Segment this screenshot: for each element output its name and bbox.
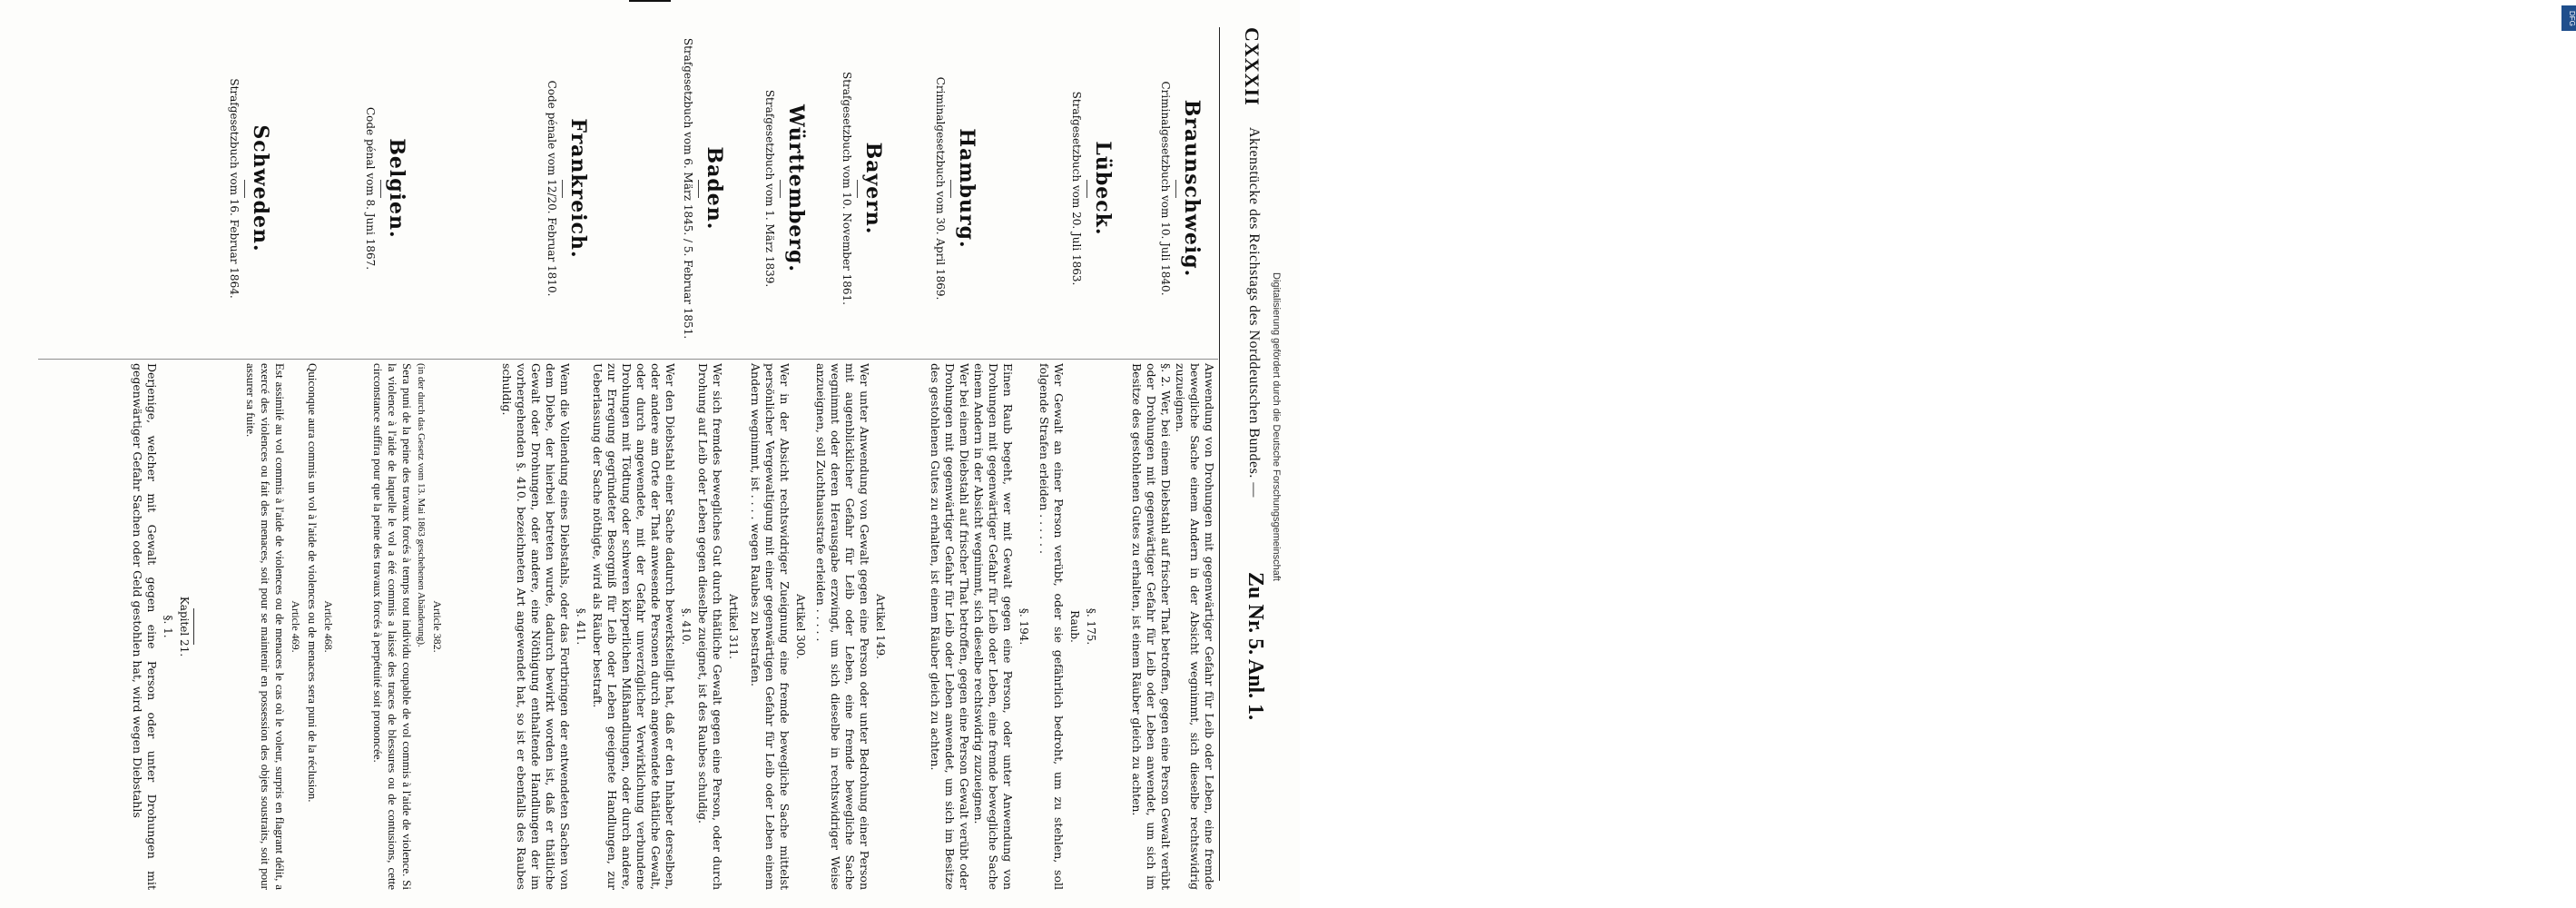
state-entry: Württemberg. Strafgesetzbuch vom 1. März 1839. xyxy=(763,89,808,288)
header-rule xyxy=(1219,27,1220,881)
state-entry: Braunschweig. Criminalgesetzbuch vom 10. Juli 1840. xyxy=(1159,81,1204,296)
text-block-braunschweig: Anwendung von Drohungen mit gegenwärtiger Gefahr für Leib oder Leben, eine fremde bewegliche Sache einem Andern in der Absicht wegnimmt, sich dieselbe rechtswidrig zuzueignen. §. 2. Wer, bei einem Diebstahl auf frischer That betroffen, gegen eine Person Gewalt verübt oder Drohungen mit gegenwärtiger Gefahr für Leib oder Leben anwendet, um sich im Besitze des gestohlenen Gutes zu erhalten, ist einem Räuber gleich zu achten. xyxy=(1130,363,1216,890)
text-block-schweden: Kapitel 21. §. 1. Derjenige, welcher mit Gewalt gegen eine Person oder unter Drohungen mit gegenwärtiger Gefahr Sachen oder Geld gestohlen hat, wird wegen Diebstahls xyxy=(130,363,200,890)
text-block-frankreich: Article 382. (in der durch das Gesetz vom 13. Mai 1863 geschehenen Abänderung). Sera puni de la peine des travaux forcés à temps tout individu coupable de vol commis à l'aide de violence. Si la violence à l'aide de laquelle le vol a été commis a laissé des traces de blessures ou de contusions, cette circonstance suffira pour que la peine des travaux forcés à perpétuité soit prononcée. xyxy=(371,363,444,890)
appendix-reference: Zu Nr. 5. Anl. 1. xyxy=(1244,572,1267,721)
state-entry: Belgien. Code pénal vom 8. Juni 1867. xyxy=(364,106,408,271)
state-entry: Bayern. Strafgesetzbuch vom 10. November 1861. xyxy=(841,71,885,305)
state-entry: Lübeck. Strafgesetzbuch vom 20. Juli 1863. xyxy=(1070,91,1115,286)
text-block-luebeck: §. 175. Raub. Wer Gewalt an einer Person verübt, oder sie gefährlich bedroht, um zu stehlen, soll folgende Strafen erleiden . . . . . . xyxy=(1037,363,1097,890)
statutes-column xyxy=(36,363,1216,890)
text-block-baden: Artikel 311. Wer sich fremdes bewegliches Gut durch thätliche Gewalt gegen eine Person, oder durch Drohung auf Leib oder Leben gegen dieselbe zueignet, ist des Raubes schuldig. §. 410. Wer den Diebstahl einer Sache dadurch bewerkstelligt hat, daß er den Inhaber derselben, oder andere am Orte der That anwesende Personen durch angewendete thätliche Gewalt, oder durch angewendete, mit der Gefahr unverzüglicher Verwirklichung verbundene Drohungen mit Tödtung oder schweren körperlichen Mißhandlungen, oder durch andere, zur Erregung gegründeter Besorgniß für Leib oder Leben geeignete Handlungen, zur Ueberlassung der Sache nöthigte, wird als Räuber bestraft. §. 411. Wenn die Vollendung eines Diebstahls, oder das Fortbringen der entwendeten Sachen von dem Diebe, der hierbei betreten wurde, dadurch bewirkt worden ist, daß er thätliche Gewalt oder Drohungen, oder andere, eine Nöthigung enthaltende Handlungen der im vorhergehenden §. 410. bezeichneten Art angewendet hat, so ist er ebenfalls des Raubes schuldig. xyxy=(500,363,740,890)
text-block-belgien: Article 468. Quiconque aura commis un vol à l'aide de violences ou de menaces sera puni de la réclusion. Article 469. Est assimilé au vol commis à l'aide de violences ou de menaces le cas où le voleur, surpris en flagrant délit, a exercé des violences ou fait des menaces, soit pour se maintenir en possession des objets soustraits, soit pour assurer sa fuite. xyxy=(244,363,335,890)
column-divider xyxy=(38,359,1218,360)
text-block-hamburg: §. 194. Einen Raub begeht, wer mit Gewalt gegen eine Person, oder unter Anwendung von Drohungen mit gegenwärtiger Gefahr für Leib oder Leben, eine fremde bewegliche Sache einem Andern in der Absicht wegnimmt, sich dieselbe rechtswidrig zuzueignen. Wer bei einem Diebstahl auf frischer That betroffen, gegen eine Person Gewalt verübt oder Drohungen mit gegenwärtiger Gefahr für Leib oder Leben anwendet, um sich im Besitze des gestohlenen Gutes zu erhalten, ist einem Räuber gleich zu achten. xyxy=(929,363,1030,890)
text-block-wuerttemberg: Artikel 300. Wer in der Absicht rechtswidriger Zueignung eine fremde bewegliche Sache mittelst persönlicher Vergewaltigung mit einer gegenwärtigen Gefahr für Leib oder Leben einem Andern wegnimmt, ist . . . . wegen Raubes zu bestrafen. xyxy=(749,363,807,890)
state-entry: Hamburg. Criminalgesetzbuch vom 30. April 1869. xyxy=(934,76,978,301)
state-entry: Schweden. Strafgesetzbuch vom 16. Februar 1864. xyxy=(228,78,272,299)
states-column xyxy=(36,27,1216,350)
running-title: Aktenstücke des Reichstags des Norddeutschen Bundes. — xyxy=(1246,127,1262,498)
state-entry: Baden. Strafgesetzbuch vom 6. März 1845. / 5. Februar 1851. xyxy=(682,37,726,340)
text-block-bayern: Artikel 149. Wer unter Anwendung von Gewalt gegen eine Person oder unter Bedrohung einer Person mit augenblicklicher Gefahr für Leib oder Leben, eine fremde bewegliche Sache wegnimmt oder deren Herausgabe erzwingt, um sich dieselbe in rechtswidriger Weise anzueignen, soll Zuchthausstrafe erleiden . . . . . xyxy=(814,363,887,890)
dfg-badge-wrapper xyxy=(1276,0,2576,908)
credit-text: Digitalisierung gefördert durch die Deutsche Forschungsgemeinschaft xyxy=(1271,272,1282,581)
page-number: CXXXII xyxy=(1241,27,1263,106)
state-entry: Frankreich. Code pénale vom 12/20. Februar 1810. xyxy=(546,80,590,297)
dfg-logo: DFG xyxy=(2561,5,2576,31)
